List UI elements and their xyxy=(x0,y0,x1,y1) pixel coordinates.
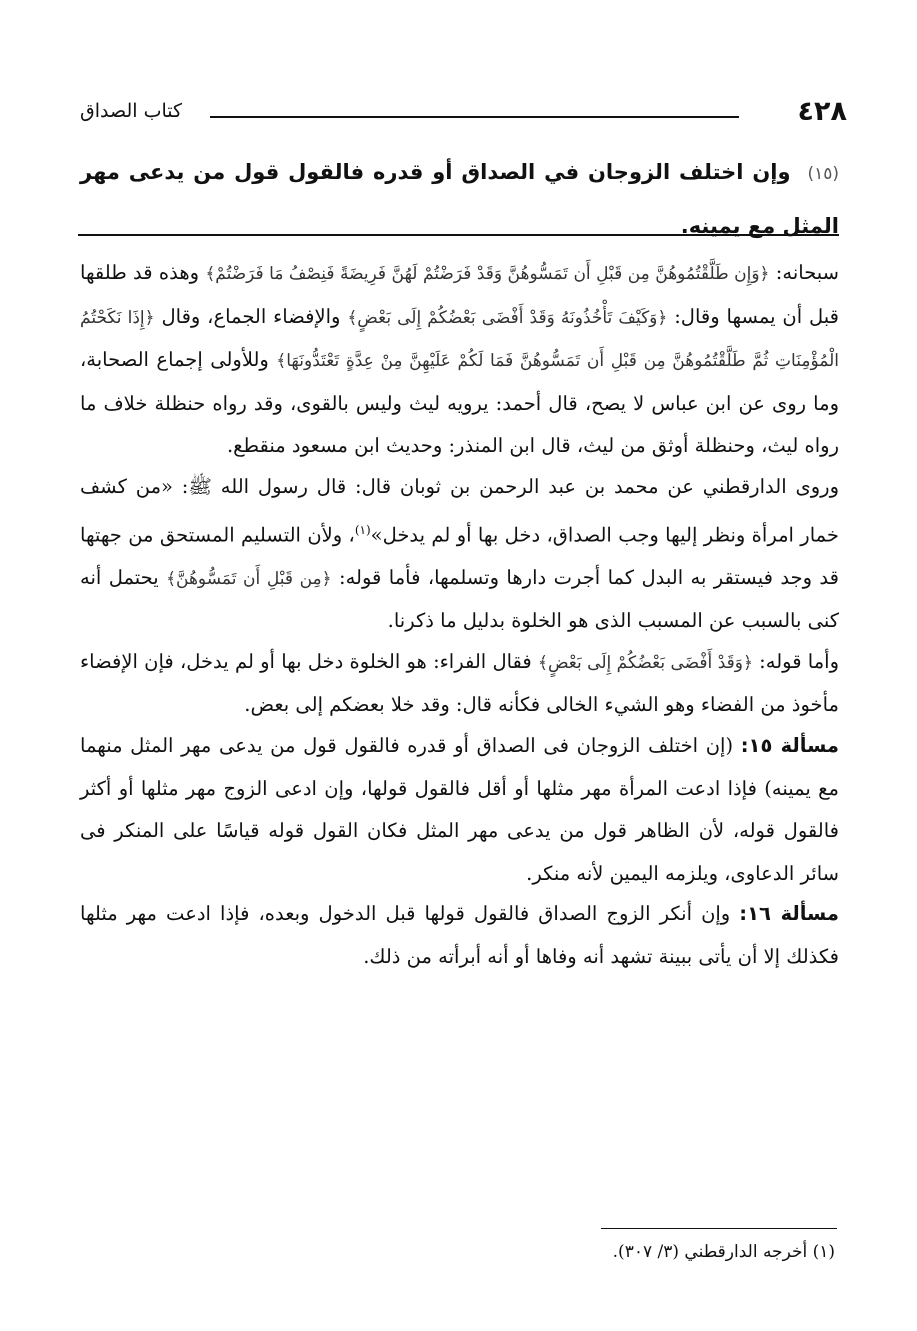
matn-divider xyxy=(78,234,839,236)
book-title: كتاب الصداق xyxy=(80,100,183,122)
header-rule xyxy=(210,116,739,118)
paragraph-2 xyxy=(80,466,839,643)
quran-verse: ﴿إِذَا نَكَحْتُمُ الْمُؤْمِنَاتِ ثُمَّ طَلَّقْتُمُوهُنَّ مِن قَبْلِ أَن تَمَسُّوهُنَّ فَمَا لَكُمْ عَلَيْهِنَّ مِنْ عِدَّةٍ تَعْتَدُّونَهَا﴾ xyxy=(80,307,839,372)
issue-label: مسألة ١٦: xyxy=(739,902,839,926)
footnote: (١) أخرجه الدارقطني (٣/ ٣٠٧). xyxy=(612,1242,835,1262)
paragraph-1 xyxy=(80,252,839,468)
quran-verse: ﴿وَقَدْ أَفْضَى بَعْضُكُمْ إِلَى بَعْضٍ﴾ xyxy=(538,652,753,673)
paragraph-text: وروى الدارقطني عن محمد بن عبد الرحمن بن ثوبان قال: قال رسول الله ﷺ: «من كشف خمار امرأة ونظر إليها وجب الصداق، دخل بها أو لم يدخل» xyxy=(80,474,839,547)
matn-number: (١٥) xyxy=(807,164,840,184)
matn-text xyxy=(80,146,839,252)
paragraph-text: وللأولى إجماع الصحابة، وما روى عن ابن عباس لا يصح، قال أحمد: يرويه ليث وليس بالقوى، وقد رواه حنظلة خلاف ما رواه ليث، وحنظلة أوثق من ليث، قال ابن المنذر: وحديث ابن مسعود منقطع. xyxy=(80,348,839,458)
paragraph-text: وإن أنكر الزوج الصداق فالقول قولها قبل الدخول وبعده، فإذا ادعت مهر مثلها فكذلك إلا أن يأتى ببينة تشهد أنه وفاها أو أنه أبرأته من ذلك. xyxy=(80,902,839,968)
quran-verse: ﴿وَكَيْفَ تَأْخُذُونَهُ وَقَدْ أَفْضَى بَعْضُكُمْ إِلَى بَعْضٍ﴾ xyxy=(347,307,668,328)
quran-verse: ﴿مِن قَبْلِ أَن تَمَسُّوهُنَّ﴾ xyxy=(166,568,332,589)
page-number: ٤٢٨ xyxy=(797,96,847,127)
paragraph-text: ، ولأن التسليم المستحق من جهتها قد وجد فيستقر به البدل كما أجرت دارها وتسلمها، فأما قوله: xyxy=(80,523,839,589)
paragraph-3 xyxy=(80,641,839,727)
issue-16 xyxy=(80,893,839,978)
paragraph-text: فقال الفراء: هو الخلوة دخل بها أو لم يدخل، فإن الإفضاء مأخوذ من الفضاء وهو الشيء الخالى فكأنه قال: وقد خلا بعضكم إلى بعض. xyxy=(80,649,839,717)
paragraph-text: يحتمل أنه كنى بالسبب عن المسبب الذى هو الخلوة بدليل ما ذكرنا. xyxy=(80,565,839,633)
issue-15 xyxy=(80,725,839,895)
paragraph-text: وهذه قد طلقها قبل أن يمسها وقال: xyxy=(80,261,839,328)
issue-label: مسألة ١٥: xyxy=(740,734,839,758)
footnote-ref[interactable]: (١) xyxy=(354,522,371,537)
footnote-rule xyxy=(601,1228,837,1229)
paragraph-text: وأما قوله: xyxy=(752,649,839,673)
paragraph-text: سبحانه: xyxy=(769,261,840,284)
paragraph-text: والإفضاء الجماع، وقال xyxy=(154,304,341,328)
quran-verse: ﴿وَإِن طَلَّقْتُمُوهُنَّ مِن قَبْلِ أَن تَمَسُّوهُنَّ وَقَدْ فَرَضْتُمْ لَهُنَّ فَرِيضَةً فَنِصْفُ مَا فَرَضْتُمْ﴾ xyxy=(205,264,770,284)
matn-body: وإن اختلف الزوجان في الصداق أو قدره فالقول قول من يدعى مهر المثل مع يمينه. xyxy=(80,160,839,238)
page-header xyxy=(80,96,847,136)
paragraph-text: (إن اختلف الزوجان فى الصداق أو قدره فالقول قول من يدعى مهر المثل منهما مع يمينه) فإذا ادعت المرأة مهر مثلها أو أقل فالقول قولها، وإن ادعى الزوج مهر مثلها أو أكثر فالقول قوله، لأن الظاهر قول من يدعى مهر المثل فكان القول قوله قياسًا على المنكر فى سائر الدعاوى، ويلزمه اليمين لأنه منكر. xyxy=(80,734,839,885)
commentary-body xyxy=(80,252,839,979)
